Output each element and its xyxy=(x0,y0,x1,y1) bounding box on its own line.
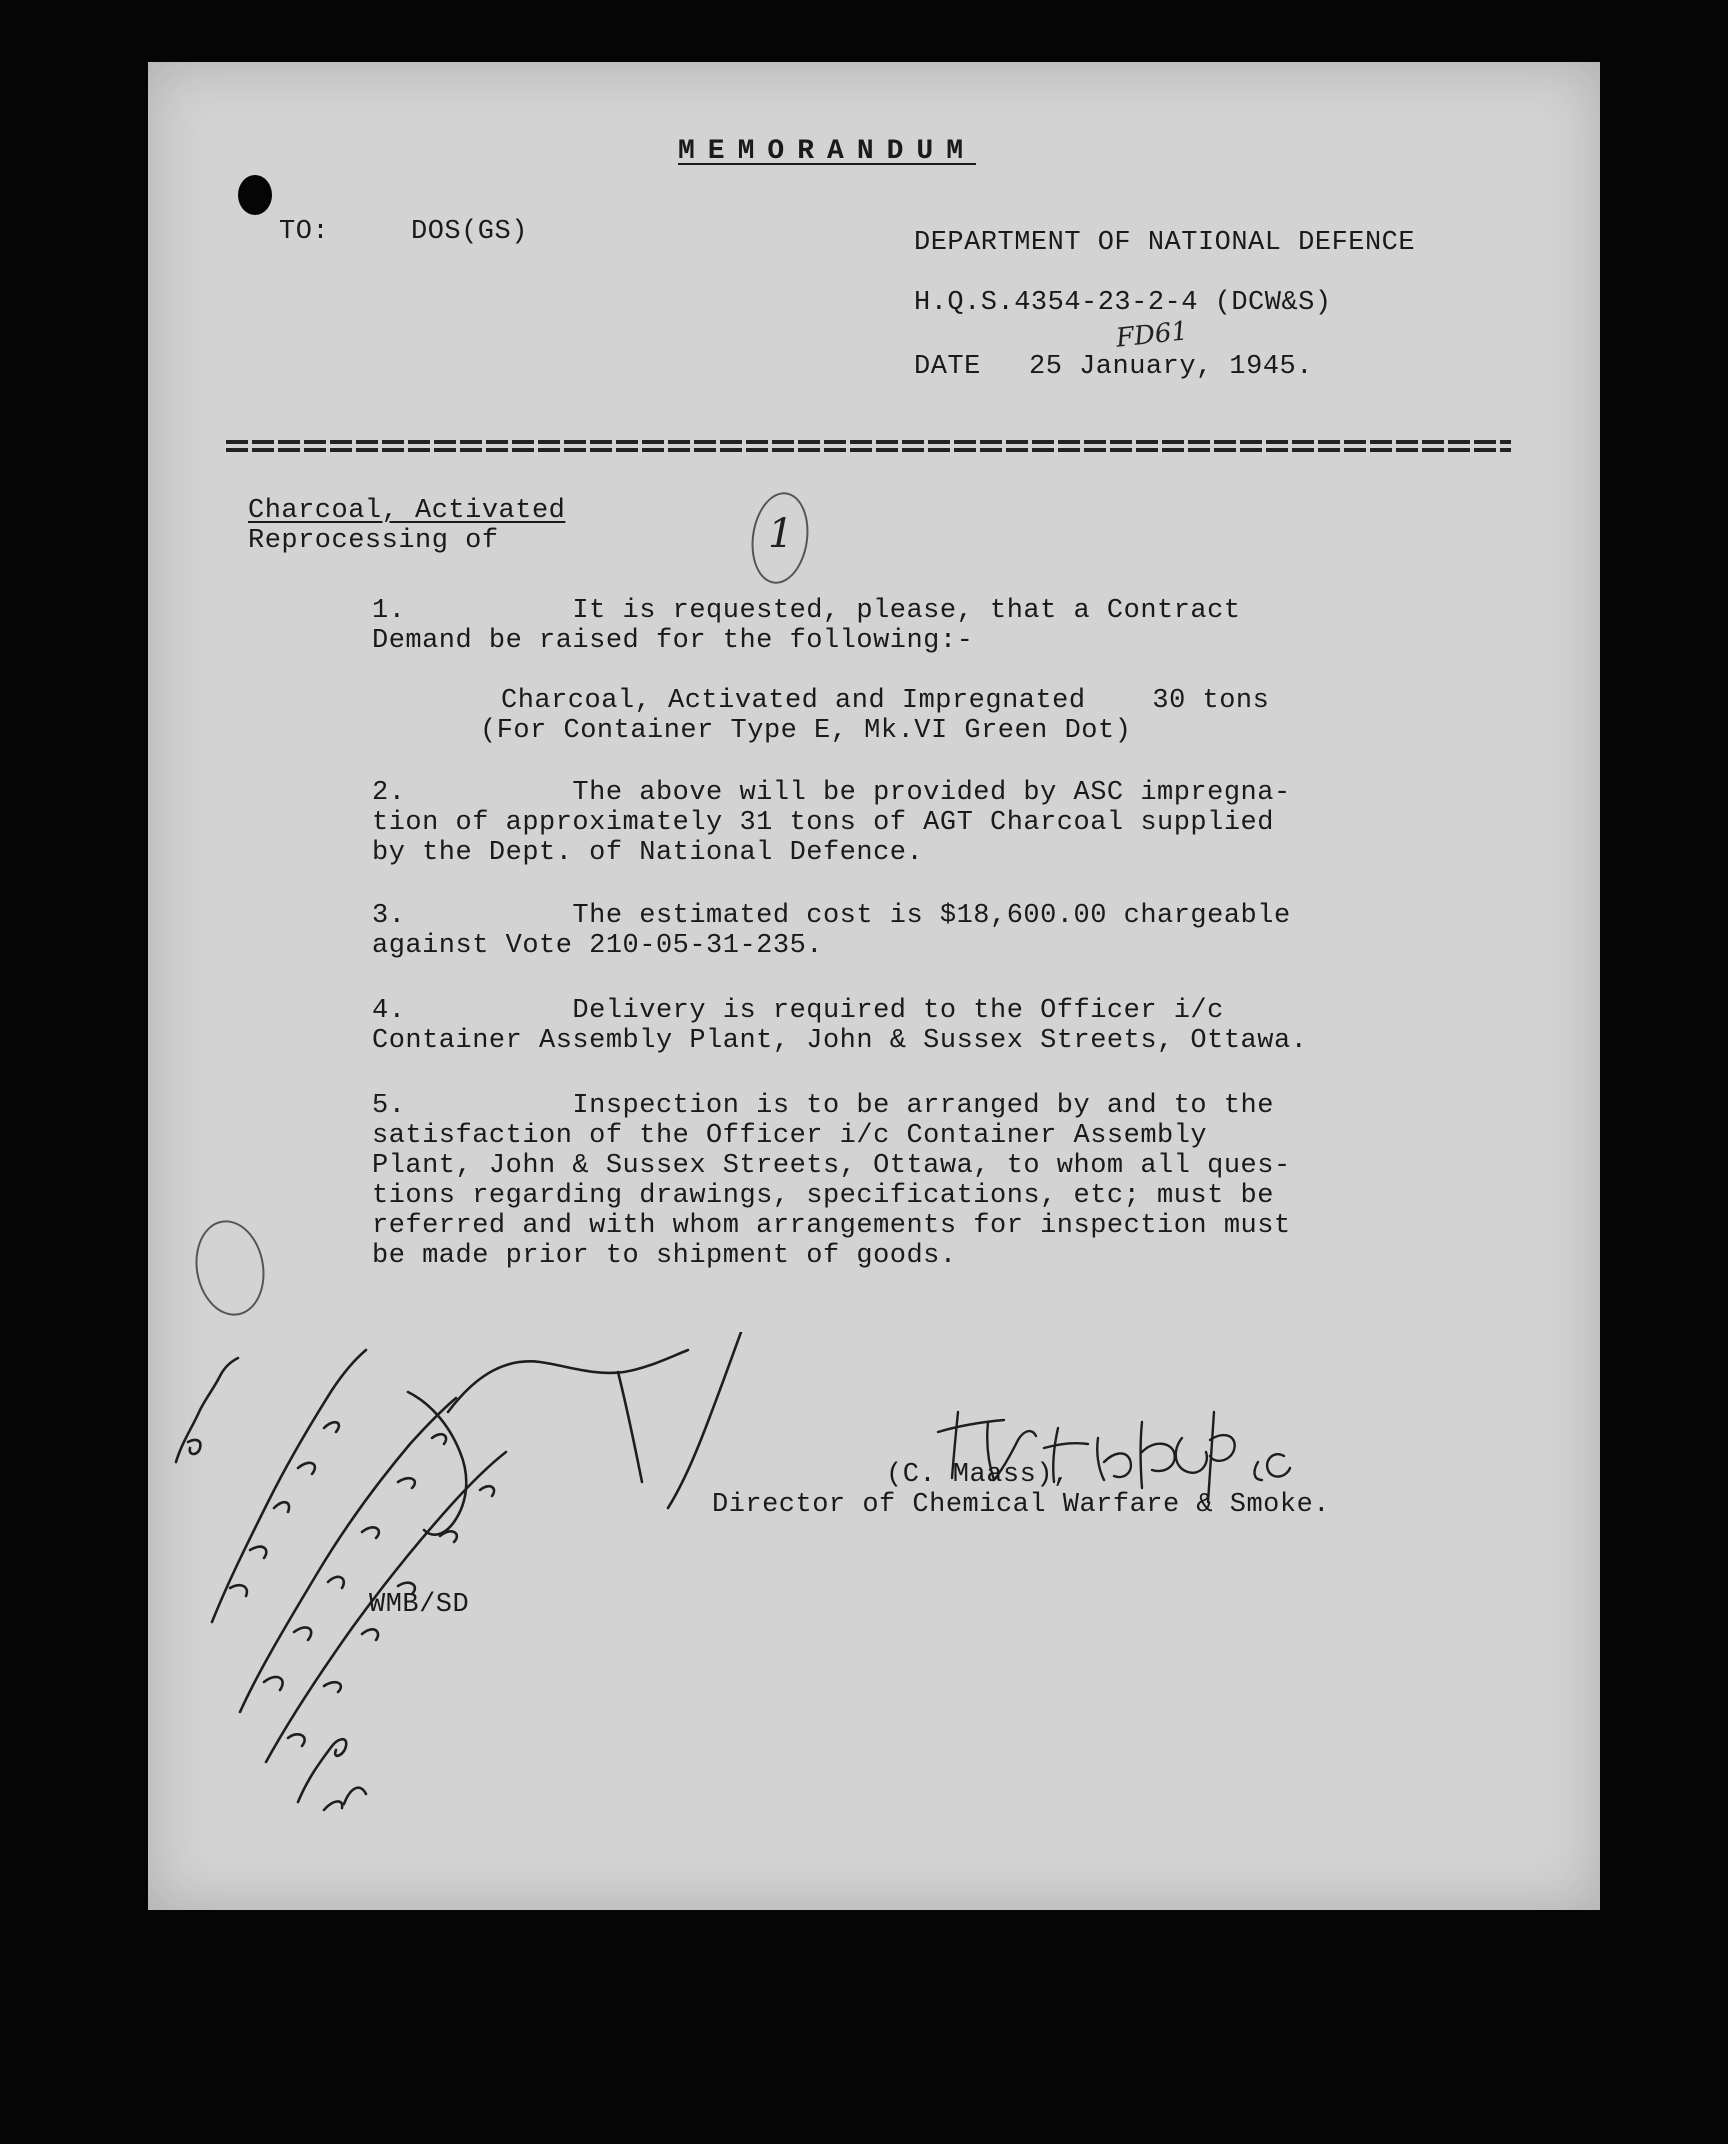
date-label: DATE xyxy=(914,352,981,382)
typist-initials: WMB/SD xyxy=(369,1590,470,1620)
paragraph-3-line-1: 3. The estimated cost is $18,600.00 chargeable xyxy=(372,901,1291,931)
paragraph-5-line-2: satisfaction of the Officer i/c Container Assembly xyxy=(372,1121,1208,1151)
file-reference: H.Q.S.4354-23-2-4 (DCW&S) xyxy=(914,288,1332,318)
paragraph-5-line-5: referred and with whom arrangements for inspection must xyxy=(372,1211,1291,1241)
paragraph-4-line-2: Container Assembly Plant, John & Sussex Streets, Ottawa. xyxy=(372,1026,1308,1056)
circled-mark-left xyxy=(188,1215,272,1321)
memo-title: MEMORANDUM xyxy=(678,136,977,167)
signatory-name: (C. Maass), xyxy=(886,1460,1070,1490)
paragraph-5-line-3: Plant, John & Sussex Streets, Ottawa, to whom all ques- xyxy=(372,1151,1291,1181)
to-label: TO: xyxy=(279,217,330,247)
date-value: 25 January, 1945. xyxy=(1029,352,1313,382)
file-annotation: FD61 xyxy=(1114,316,1190,354)
subject-line: Charcoal, Activated xyxy=(248,496,566,526)
paragraph-2-line-2: tion of approximately 31 tons of AGT Charcoal supplied xyxy=(372,808,1274,838)
paragraph-1-line-1: 1. It is requested, please, that a Contract xyxy=(372,596,1241,626)
handwritten-note xyxy=(148,1332,788,1812)
paragraph-5-line-1: 5. Inspection is to be arranged by and to the xyxy=(372,1091,1274,1121)
paragraph-4-line-1: 4. Delivery is required to the Officer i/c xyxy=(372,996,1224,1026)
department-name: DEPARTMENT OF NATIONAL DEFENCE xyxy=(914,228,1416,258)
signatory-title: Director of Chemical Warfare & Smoke. xyxy=(712,1490,1330,1520)
ink-blot xyxy=(238,175,272,215)
subject-subline: Reprocessing of xyxy=(248,526,499,556)
separator-rule-bottom xyxy=(226,448,1511,452)
paragraph-5-line-4: tions regarding drawings, specifications, etc; must be xyxy=(372,1181,1274,1211)
item-subline: (For Container Type E, Mk.VI Green Dot) xyxy=(480,716,1132,746)
paragraph-3-line-2: against Vote 210-05-31-235. xyxy=(372,931,823,961)
memo-page xyxy=(148,62,1600,1910)
item-line: Charcoal, Activated and Impregnated 30 tons xyxy=(501,686,1270,716)
paragraph-1-line-2: Demand be raised for the following:- xyxy=(372,626,974,656)
separator-rule-top xyxy=(226,440,1511,444)
paragraph-2-line-1: 2. The above will be provided by ASC impregna- xyxy=(372,778,1291,808)
circled-number: 1 xyxy=(768,511,794,557)
paragraph-5-line-6: be made prior to shipment of goods. xyxy=(372,1241,957,1271)
paragraph-2-line-3: by the Dept. of National Defence. xyxy=(372,838,924,868)
to-value: DOS(GS) xyxy=(411,217,528,247)
